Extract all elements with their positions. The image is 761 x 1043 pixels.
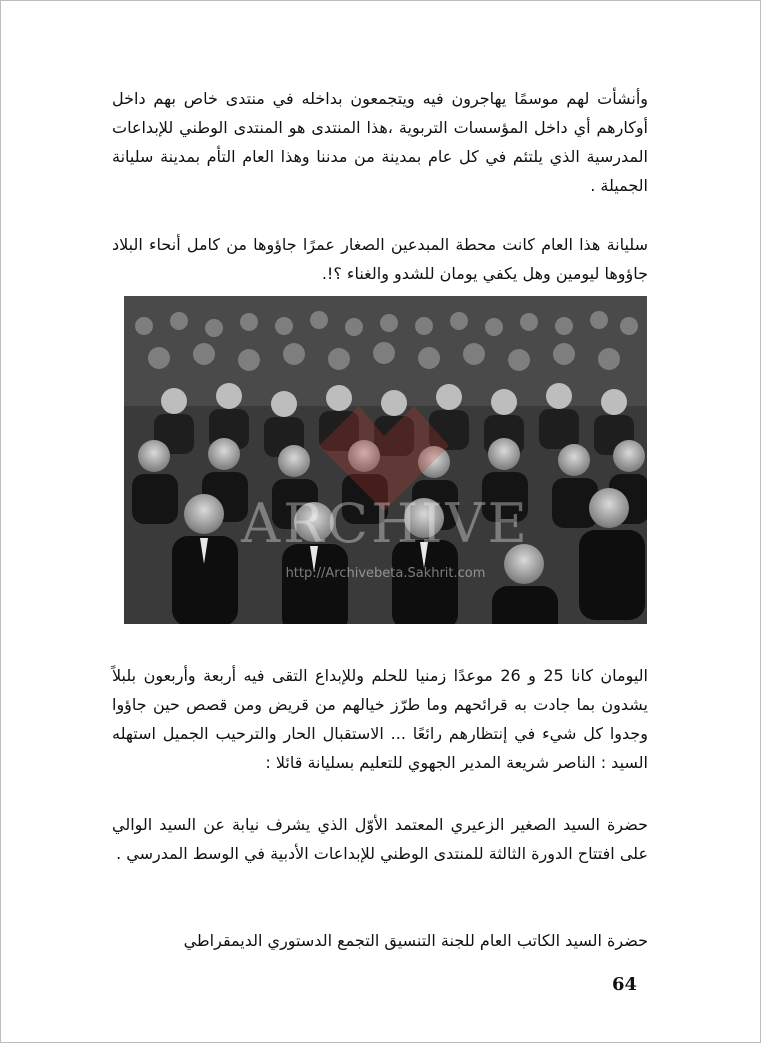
audience-photo [124, 296, 647, 624]
paragraph-two-days: اليومان كانا 25 و 26 موعدًا زمنيا للحلم وللإبداع التقى فيه أربعة وأربعون بلبلاً يشدون بما جادت به قرائحهم وما طرّز خيالهم من قريض ومن قصص حين جاؤوا وجدوا كل شيء في إنتظارهم رائعًا ... الاستقبال الحار والترحيب الجميل استهله السيد : الناصر شريعة المدير الجهوي للتعليم بسليانة قائلا : [112, 666, 649, 772]
paragraph-secretary: حضرة السيد الكاتب العام للجنة التنسيق التجمع الدستوري الديمقراطي [183, 931, 648, 950]
paragraph-governor: حضرة السيد الصغير الزعيري المعتمد الأوّل الذي يشرف نيابة عن السيد الوالي على افتتاح الدورة الثالثة للمنتدى الوطني للإبداعات الأدبية في الوسط المدرسي . [112, 815, 648, 863]
page-number: 64 [612, 974, 638, 995]
watermark-text: ARCHIVE [241, 492, 530, 555]
paragraph-siliana: سليانة هذا العام كانت محطة المبدعين الصغار عمرًا جاؤوها من كامل أنحاء البلاد جاؤوها ليومين وهل يكفي يومان للشدو والغناء ؟!. [112, 235, 648, 283]
watermark-url: http://Archivebeta.Sakhrit.com [285, 566, 486, 581]
paragraph-intro: وأنشأت لهم موسمًا يهاجرون فيه ويتجمعون بداخله في منتدى خاص بهم داخل أوكارهم أي داخل المؤسسات التربوية ،هذا المنتدى هو المنتدى الوطني للإبداعات المدرسية الذي يلتئم في كل عام بمدينة من مدننا وهذا العام التأم بمدينة سليانة الجميلة . [112, 89, 648, 195]
